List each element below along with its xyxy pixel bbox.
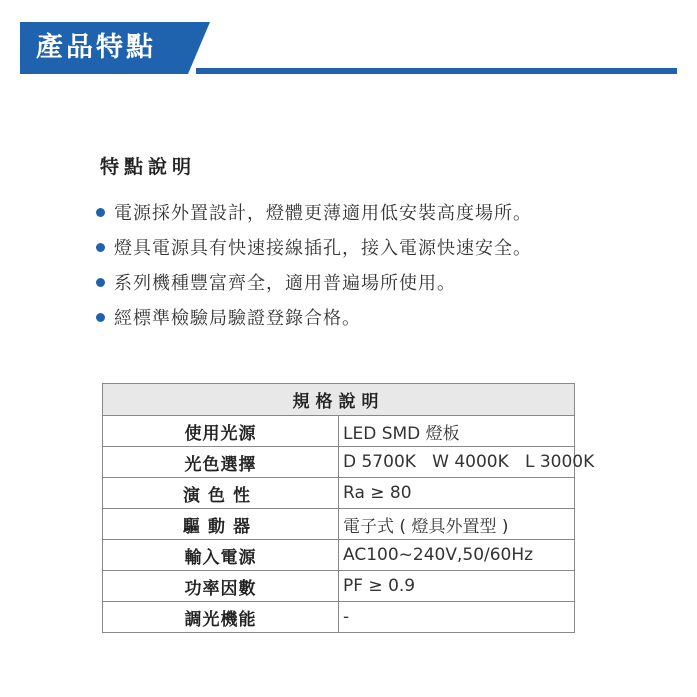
table-row — [103, 478, 575, 509]
table-row — [103, 602, 575, 633]
feature-text: 經標準檢驗局驗證登錄合格。 — [114, 308, 361, 329]
spec-key: 演色性 — [103, 478, 339, 509]
spec-key: 功率因數 — [103, 571, 339, 602]
spec-value: Ra ≥ 80 — [339, 478, 575, 509]
spec-value: D 5700K W 4000K L 3000K — [339, 447, 575, 478]
feature-text: 系列機種豐富齊全，適用普遍場所使用。 — [114, 273, 456, 294]
page-title: 產品特點 — [36, 32, 156, 63]
bullet-icon — [96, 313, 105, 322]
bullet-icon — [96, 243, 105, 252]
spec-table — [102, 383, 595, 633]
spec-value: LED SMD 燈板 — [339, 416, 575, 447]
feature-item — [96, 266, 532, 301]
table-row — [103, 447, 575, 478]
spec-header-row — [103, 384, 575, 416]
spec-value: - — [339, 602, 575, 633]
features-title: 特點說明 — [100, 156, 197, 178]
spec-key: 光色選擇 — [103, 447, 339, 478]
features-list — [96, 196, 532, 336]
spec-value: PF ≥ 0.9 — [339, 571, 575, 602]
feature-item — [96, 196, 532, 231]
spec-key: 使用光源 — [103, 416, 339, 447]
table-row — [103, 571, 575, 602]
header-divider — [196, 68, 677, 74]
table-row — [103, 416, 575, 447]
feature-text: 燈具電源具有快速接線插孔，接入電源快速安全。 — [114, 238, 532, 259]
bullet-icon — [96, 208, 105, 217]
spec-key: 輸入電源 — [103, 540, 339, 571]
bullet-icon — [96, 278, 105, 287]
feature-item — [96, 301, 532, 336]
spec-key: 調光機能 — [103, 602, 339, 633]
section-header — [20, 22, 677, 76]
table-row — [103, 540, 575, 571]
table-row — [103, 509, 575, 540]
feature-text: 電源採外置設計，燈體更薄適用低安裝高度場所。 — [114, 203, 532, 224]
spec-title: 規格說明 — [103, 384, 575, 416]
spec-value: AC100~240V,50/60Hz — [339, 540, 575, 571]
feature-item — [96, 231, 532, 266]
spec-key: 驅動器 — [103, 509, 339, 540]
spec-value: 電子式 ( 燈具外置型 ) — [339, 509, 575, 540]
